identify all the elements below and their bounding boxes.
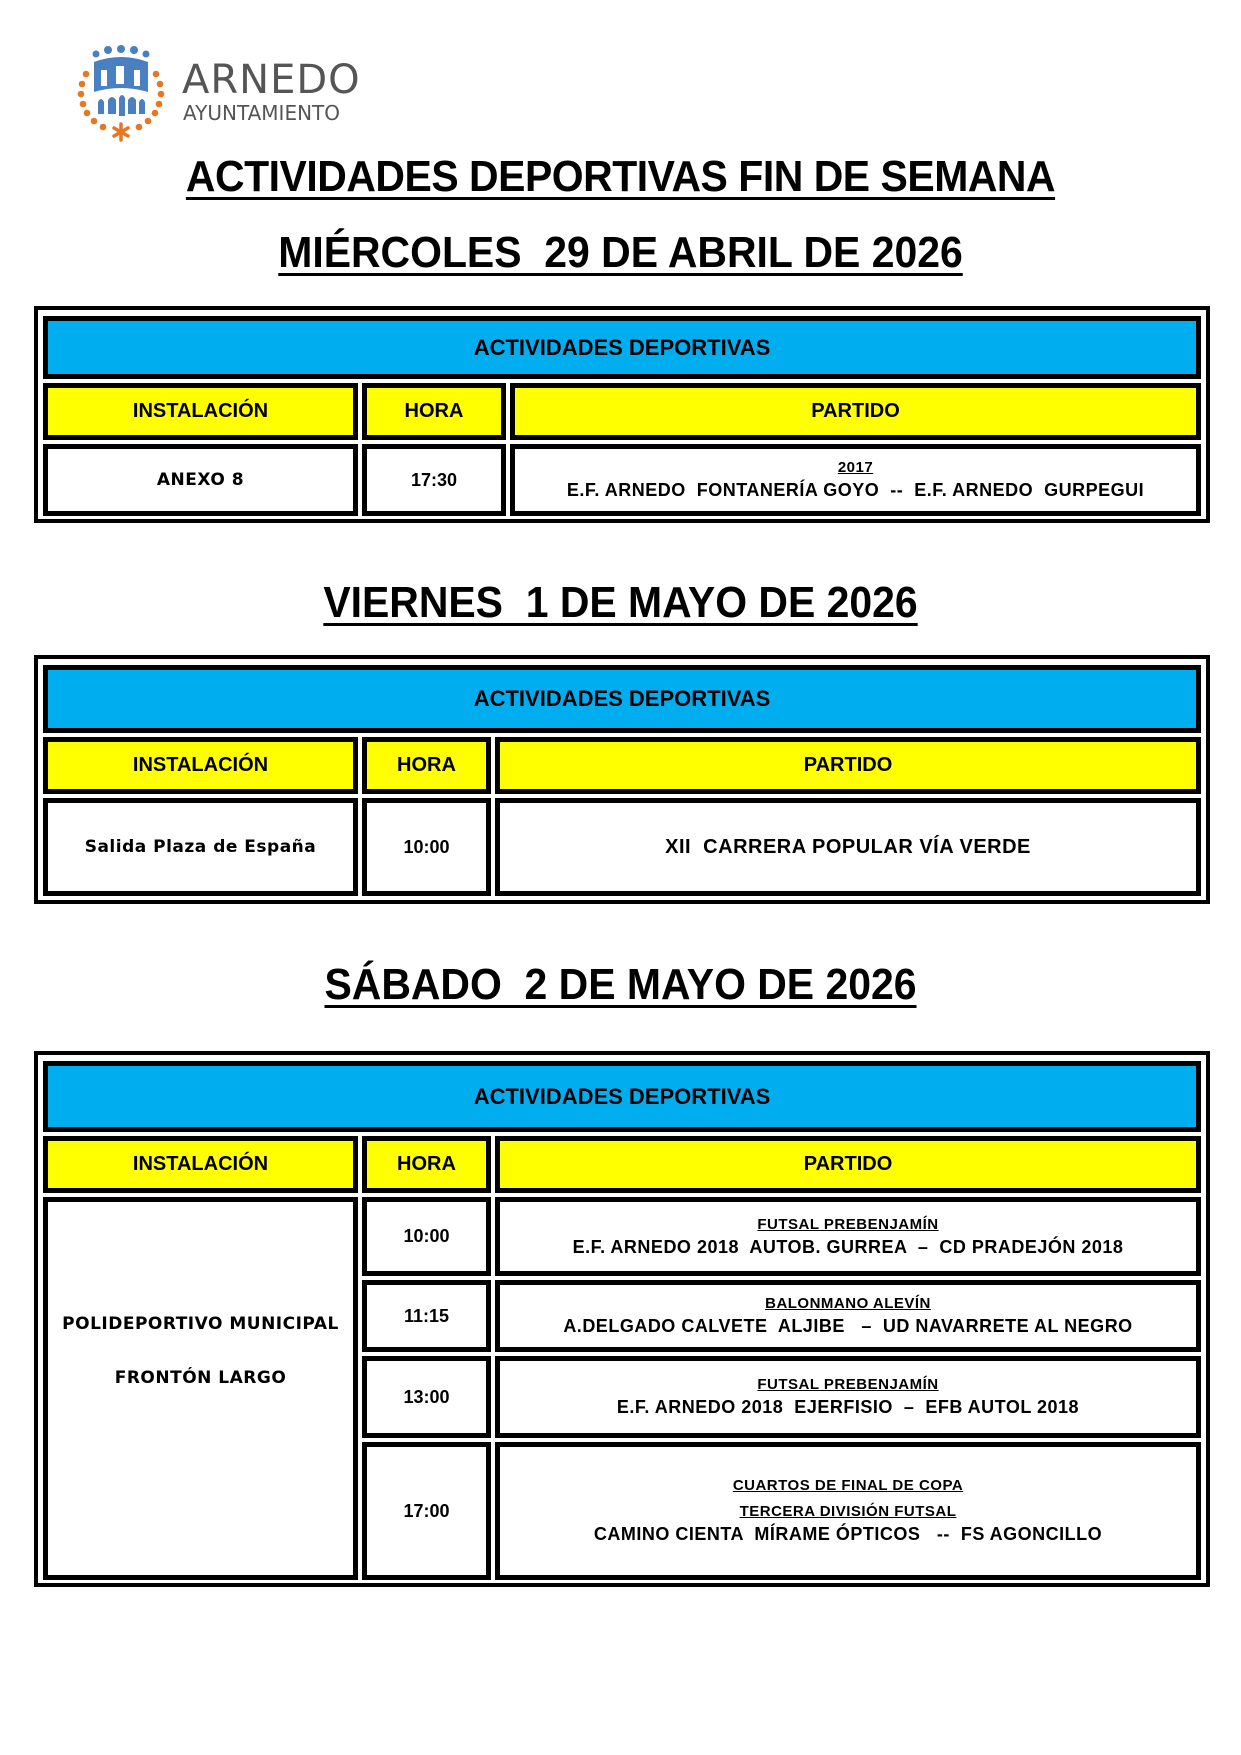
day-heading-wednesday: MIÉRCOLES 29 DE ABRIL DE 2026 — [278, 228, 963, 277]
column-header-instalacion: INSTALACIÓN — [43, 383, 358, 440]
match-teams: XII CARRERA POPULAR VÍA VERDE — [665, 835, 1031, 858]
venue-line: FRONTÓN LARGO — [114, 1368, 287, 1388]
match-category: CUARTOS DE FINAL DE COPA — [732, 1477, 964, 1494]
venue-cell: ANEXO 8 — [43, 444, 358, 516]
time-cell: 13:00 — [362, 1356, 491, 1438]
venue-line: POLIDEPORTIVO MUNICIPAL — [62, 1314, 339, 1334]
match-teams: E.F. ARNEDO 2018 AUTOB. GURREA – CD PRADEJÓN 2018 — [572, 1236, 1124, 1257]
section-header — [43, 316, 1201, 379]
time-cell: 17:00 — [362, 1442, 491, 1580]
coat-of-arms-icon — [72, 44, 172, 144]
column-header-hora: HORA — [362, 383, 506, 440]
logo-name: ARNEDO — [182, 57, 361, 103]
match-teams: CAMINO CIENTA MÍRAME ÓPTICOS -- FS AGONCILLO — [593, 1524, 1103, 1544]
section-header — [43, 665, 1201, 733]
match-teams: A.DELGADO CALVETE ALJIBE – UD NAVARRETE AL NEGRO — [563, 1316, 1133, 1336]
schedule-table-friday — [34, 655, 1210, 904]
column-header-partido: PARTIDO — [495, 1136, 1201, 1193]
schedule-table-wednesday — [34, 306, 1210, 523]
match-teams: E.F. ARNEDO FONTANERÍA GOYO -- E.F. ARNEDO GURPEGUI — [566, 480, 1145, 500]
column-header-instalacion: INSTALACIÓN — [43, 737, 358, 794]
match-category: 2017 — [837, 459, 874, 476]
time-cell: 17:30 — [362, 444, 506, 516]
match-cell — [510, 444, 1201, 516]
arnedo-logo — [72, 44, 392, 144]
column-header-hora: HORA — [362, 1136, 491, 1193]
time-cell: 10:00 — [362, 798, 491, 896]
logo-subtitle: AYUNTAMIENTO — [183, 101, 341, 125]
page-title: ACTIVIDADES DEPORTIVAS FIN DE SEMANA — [185, 152, 1056, 201]
match-category: BALONMANO ALEVÍN — [765, 1295, 931, 1312]
match-teams: E.F. ARNEDO 2018 EJERFISIO – EFB AUTOL 2018 — [616, 1397, 1080, 1417]
column-header-instalacion: INSTALACIÓN — [43, 1136, 358, 1193]
schedule-table-saturday — [34, 1051, 1210, 1587]
day-heading-friday: VIERNES 1 DE MAYO DE 2026 — [323, 578, 918, 627]
match-category: FUTSAL PREBENJAMÍN — [757, 1215, 939, 1233]
section-title: ACTIVIDADES DEPORTIVAS — [473, 334, 771, 360]
section-title: ACTIVIDADES DEPORTIVAS — [473, 1083, 771, 1109]
venue-cell: Salida Plaza de España — [43, 798, 358, 896]
column-header-partido: PARTIDO — [495, 737, 1201, 794]
match-cell — [495, 1442, 1201, 1580]
column-header-partido: PARTIDO — [510, 383, 1201, 440]
time-cell: 11:15 — [362, 1280, 491, 1352]
venue-cell — [43, 1197, 358, 1580]
time-cell: 10:00 — [362, 1197, 491, 1276]
column-header-hora: HORA — [362, 737, 491, 794]
section-title: ACTIVIDADES DEPORTIVAS — [473, 686, 771, 711]
match-category: TERCERA DIVISIÓN FUTSAL — [739, 1503, 957, 1520]
day-heading-saturday: SÁBADO 2 DE MAYO DE 2026 — [324, 960, 917, 1009]
match-cell — [495, 1280, 1201, 1352]
match-category: FUTSAL PREBENJAMÍN — [757, 1376, 939, 1393]
match-cell — [495, 1197, 1201, 1276]
match-cell — [495, 1356, 1201, 1438]
match-cell — [495, 798, 1201, 896]
section-header — [43, 1061, 1201, 1132]
